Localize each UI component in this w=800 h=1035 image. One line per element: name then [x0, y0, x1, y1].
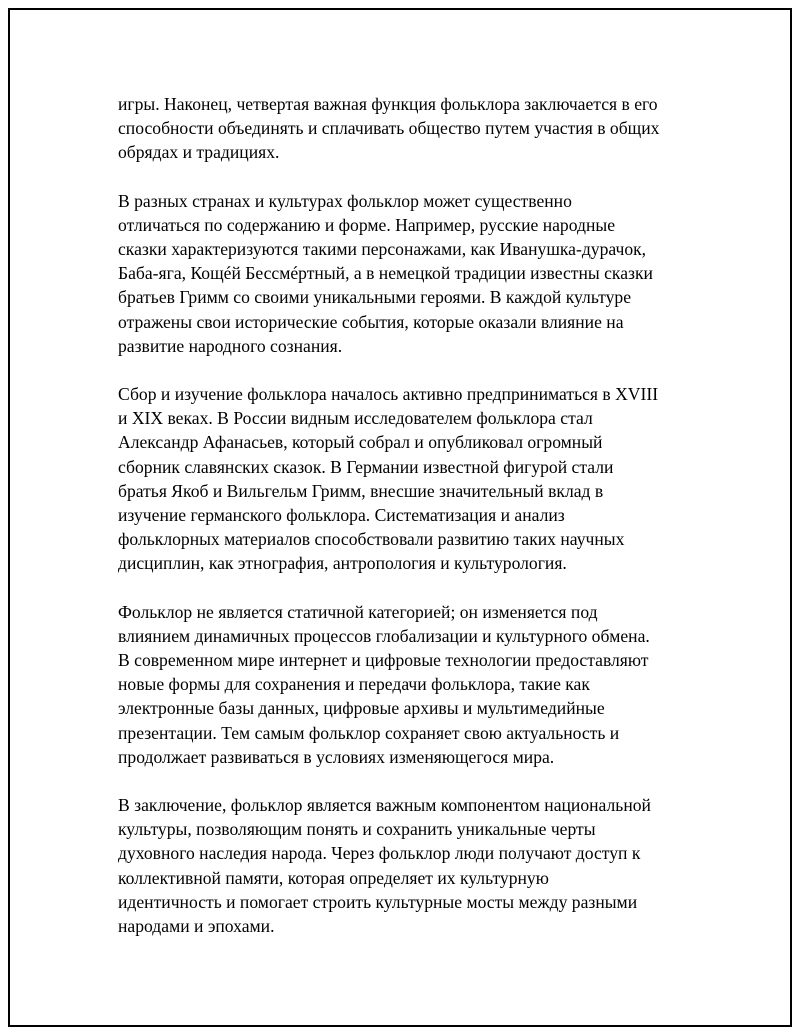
- text-line: развитие народного сознания.: [118, 335, 343, 356]
- text-line: Сбор и изучение фольклора началось активно предприниматься в XVIII: [118, 384, 659, 405]
- text-line: Баба-яга, Кощéй Бессмéртный, а в немецкой традиции известны сказки: [118, 263, 653, 284]
- text-line: обрядах и традициях.: [118, 142, 280, 163]
- paragraph: [118, 382, 693, 576]
- text-line: отличаться по содержанию и форме. Например, русские народные: [118, 214, 616, 235]
- paragraph: [118, 600, 693, 769]
- text-line: презентации. Тем самым фольклор сохраняет свою актуальность и: [118, 722, 620, 743]
- text-line: братья Якоб и Вильгельм Гримм, внесшие значительный вклад в: [118, 480, 604, 501]
- text-line: В современном мире интернет и цифровые технологии предоставляют: [118, 650, 649, 671]
- text-line: идентичность и помогает строить культурные мосты между разными: [118, 891, 638, 912]
- text-line: изучение германского фольклора. Систематизация и анализ: [118, 505, 565, 526]
- text-line: фольклорных материалов способствовали развитию таких научных: [118, 529, 625, 550]
- text-line: народами и эпохами.: [118, 916, 275, 937]
- text-line: дисциплин, как этнография, антропология и культурология.: [118, 553, 567, 574]
- text-line: Александр Афанасьев, который собрал и опубликовал огромный: [118, 432, 603, 453]
- text-line: сказки характеризуются такими персонажами, как Иванушка-дурачок,: [118, 239, 647, 260]
- text-line: отражены свои исторические события, которые оказали влияние на: [118, 311, 624, 332]
- document-body: [118, 92, 693, 962]
- text-line: духовного наследия народа. Через фольклор люди получают доступ к: [118, 843, 641, 864]
- text-line: В заключение, фольклор является важным компонентом национальной: [118, 795, 651, 816]
- text-line: культуры, позволяющим понять и сохранить уникальные черты: [118, 819, 596, 840]
- paragraph: [118, 793, 693, 938]
- text-line: сборник славянских сказок. В Германии известной фигурой стали: [118, 456, 614, 477]
- text-line: игры. Наконец, четвертая важная функция фольклора заключается в его: [118, 94, 658, 114]
- paragraph: [118, 189, 693, 358]
- text-line: влиянием динамичных процессов глобализации и культурного обмена.: [118, 625, 650, 646]
- text-line: продолжает развиваться в условиях изменяющегося мира.: [118, 746, 555, 767]
- text-line: способности объединять и сплачивать общество путем участия в общих: [118, 118, 660, 139]
- text-line: братьев Гримм со своими уникальными героями. В каждой культуре: [118, 287, 632, 308]
- text-line: коллективной памяти, которая определяет их культурную: [118, 867, 549, 888]
- text-line: В разных странах и культурах фольклор может существенно: [118, 190, 572, 211]
- text-line: Фольклор не является статичной категорией; он изменяется под: [118, 601, 598, 622]
- text-line: и XIX веках. В России видным исследователем фольклора стал: [118, 408, 593, 429]
- paragraph: [118, 92, 693, 165]
- text-line: электронные базы данных, цифровые архивы и мультимедийные: [118, 698, 605, 719]
- text-line: новые формы для сохранения и передачи фольклора, такие как: [118, 674, 590, 695]
